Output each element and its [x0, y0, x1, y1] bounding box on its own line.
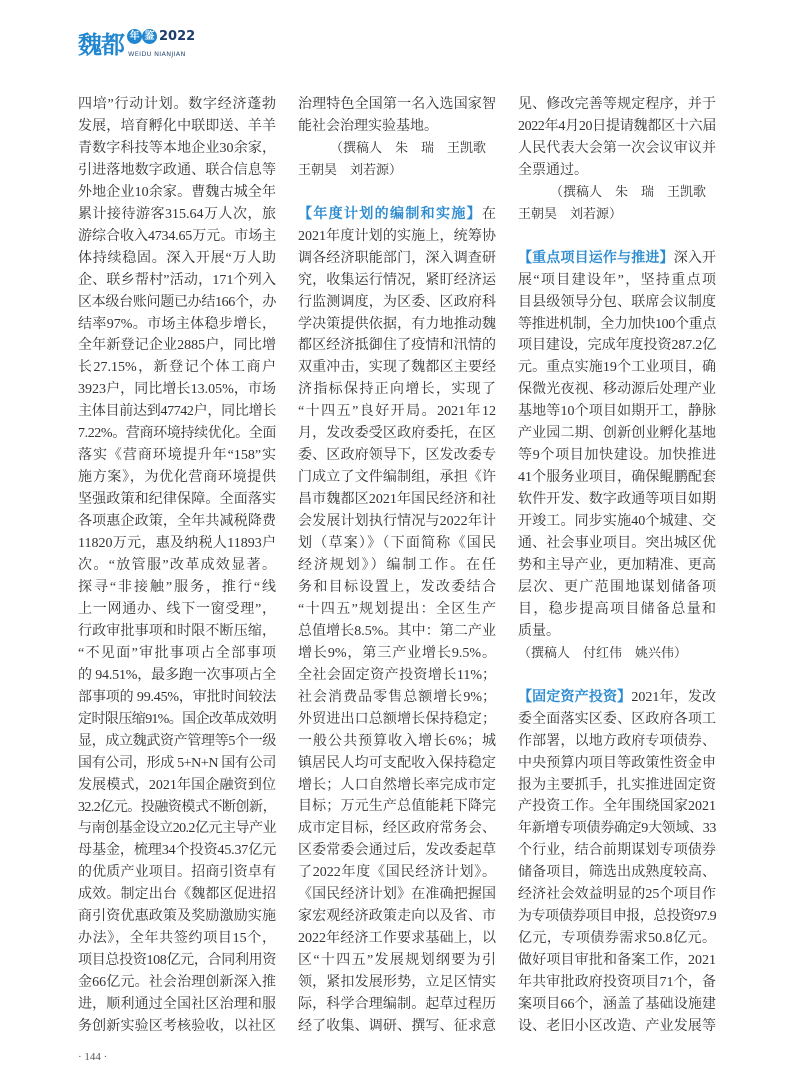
author-byline	[518, 643, 716, 665]
text-line: 质量。	[518, 623, 560, 639]
text-line: 昌市魏都区2021年国民经济和社	[298, 492, 496, 508]
text-line: 与南创基金设立20.2亿元主导产业	[78, 821, 276, 837]
byline-line: 王朝昊 刘若源）	[518, 206, 623, 222]
section-paragraph	[518, 687, 716, 1038]
text-line: 发展，培育孵化中联即送、羊羊	[78, 118, 276, 134]
text-line: 中央预算内项目等政策性资金申	[518, 755, 716, 771]
text-line: 社会消费品零售总额增长9%；	[298, 689, 496, 705]
text-line: 作部署，以地方政府专项债券、	[518, 733, 716, 749]
text-line: 都区经济抵御住了疫情和汛情的	[298, 338, 496, 354]
text-line: 经济社会效益明显的25个项目作	[518, 887, 716, 903]
text-line: 游综合收入4734.65万元。市场主	[78, 228, 276, 244]
text-line: 区本级台账问题已办结166个，办	[78, 294, 276, 310]
text-line: 主体目前达到47742户，同比增长	[78, 404, 276, 420]
text-line: 目标；万元生产总值能耗下降完	[298, 799, 496, 815]
paragraph	[518, 94, 716, 182]
text-line: 项目建设，完成年度投资287.2亿	[518, 338, 716, 354]
text-line: 区委常委会通过后，发改委起草	[298, 843, 496, 859]
text-line: 2022年4月20日提请魏都区十六届	[518, 118, 716, 134]
logo-badge-nian: 年	[127, 29, 142, 44]
text-line-content: 在	[482, 206, 496, 222]
section-paragraph	[518, 248, 716, 643]
text-line: 家宏观经济政策走向以及省、市	[298, 909, 496, 925]
text-line: 增长9%，第三产业增长9.5%。	[298, 645, 496, 661]
text-line: 探寻“非接触”服务，推行“线	[78, 579, 276, 595]
text-line: 人民代表大会第一次会议审议并	[518, 140, 716, 156]
text-line: 等推进机制，全力加快100个重点	[518, 316, 716, 332]
text-line: 为专项债券项目申报，总投资97.9	[518, 909, 716, 925]
section-heading: 【年度计划的编制和实施】	[298, 205, 482, 222]
text-line: “十四五”良好开局。2021年12	[298, 404, 496, 420]
text-line: “十四五”规划提出：全区生产	[298, 601, 496, 617]
section-heading: 【重点项目运作与推进】	[518, 249, 674, 266]
text-line: 委全面落实区委、区政府各项工	[518, 711, 716, 727]
text-column-1	[78, 94, 276, 1038]
text-line: 总值增长8.5%。其中：第二产业	[298, 623, 496, 639]
text-line: 项目总投资108亿元，合同利用资	[78, 953, 276, 969]
byline-line: 王朝昊 刘若源）	[298, 162, 403, 178]
text-line: 外贸进出口总额增长保持稳定；	[298, 711, 496, 727]
text-line: 调各经济职能部门，深入调查研	[298, 250, 496, 266]
text-line: 展“项目建设年”，坚持重点项	[518, 272, 716, 288]
text-line: 全票通过。	[518, 162, 588, 178]
text-line: 四培”行动计划。数字经济蓬勃	[78, 97, 276, 112]
text-line: 行监测调度，为区委、区政府科	[298, 294, 496, 310]
text-line: 落实《营商环境提升年“158”实	[78, 448, 276, 464]
logo-badge-jian: 鉴	[142, 29, 157, 44]
text-line: 金66亿元。社会治理创新深入推	[78, 975, 276, 991]
text-line: 商引资优惠政策及奖励激励实施	[78, 909, 276, 925]
text-line: 累计接待游客315.64万人次，旅	[78, 206, 276, 222]
text-line: 产投资工作。全年围绕国家2021	[518, 799, 716, 815]
text-line: 行政审批事项和时限不断压缩，	[78, 623, 276, 639]
section-heading: 【固定资产投资】	[518, 688, 632, 705]
text-line: 月，发改委受区政府委托，在区	[298, 426, 496, 442]
text-line	[518, 248, 716, 270]
paragraph	[78, 94, 276, 1038]
text-line: 长27.15%，新登记个体工商户	[78, 360, 276, 376]
text-line: 元。重点实施19个工业项目，确	[518, 360, 716, 376]
text-line: 开竣工。同步实施40个城建、交	[518, 514, 716, 530]
text-line: 产业园二期、创新创业孵化基地	[518, 426, 716, 442]
text-line: 2021年度计划的实施上，统筹协	[298, 228, 496, 244]
text-line: 案项目66个，涵盖了基础设施建	[518, 997, 716, 1013]
page-number: · 144 ·	[78, 1051, 108, 1063]
text-line: 领，紧扣发展形势，立足区情实	[298, 975, 496, 991]
text-line: 企、联乡帮村”活动，171个列入	[78, 272, 276, 288]
text-line: 施方案》，为优化营商环境提供	[78, 470, 276, 486]
text-line: 的 94.51%，最多跑一次事项占全	[78, 667, 276, 683]
text-line: 储备项目，筛选出成熟度较高、	[518, 865, 716, 881]
text-line: 际，科学合理编制。起草过程历	[298, 997, 496, 1013]
text-line: 上一网通办、线下一窗受理”，	[78, 601, 276, 617]
text-line: 治理特色全国第一名入选国家智	[298, 97, 496, 112]
text-line-content: 2021年，发改	[631, 689, 717, 705]
text-line: 坚强政策和纪律保障。全面落实	[78, 492, 276, 508]
text-line	[518, 687, 716, 709]
text-line: 能社会治理实验基地。	[298, 118, 438, 134]
text-line: 定时限压缩91%。国企改革成效明	[78, 711, 276, 727]
text-line: 部事项的 99.45%，审批时间较法	[78, 689, 276, 705]
text-line: 目县级领导分包、联席会议制度	[518, 294, 716, 310]
logo-year: 2022	[159, 29, 196, 44]
text-line: 等9个项目加快建设。加快推进	[518, 448, 716, 464]
text-line: 发展模式，2021年国企融资到位	[78, 777, 276, 793]
text-line: 办法》，全年共签约项目15个，	[78, 931, 276, 947]
text-line: 结率97%。市场主体稳步增长，	[78, 316, 276, 332]
text-line-content: 深入开	[673, 250, 717, 266]
text-line: 年新增专项债券确定9大领域、33	[518, 821, 716, 837]
author-byline	[518, 182, 716, 226]
text-line: 报为主要抓手，扎实推进固定资	[518, 777, 716, 793]
text-line: 软件开发、数字政通等项目如期	[518, 492, 716, 508]
text-line: 区“十四五”发展规划纲要为引	[298, 953, 496, 969]
text-line: 层次、更广范围地谋划储备项	[518, 579, 716, 595]
byline-line: （撰稿人 朱 瑞 王凯歌	[550, 184, 707, 200]
text-line: 显，成立魏武资产管理等5个一级	[78, 733, 276, 749]
text-line: 32.2亿元。投融资模式不断创新，	[78, 799, 276, 815]
text-line: 一般公共预算收入增长6%；城	[298, 733, 496, 749]
text-line: 双重冲击，实现了魏都区主要经	[298, 360, 496, 376]
text-line: 见、修改完善等规定程序，并于	[518, 97, 716, 112]
text-line: 增长；人口自然增长率完成市定	[298, 777, 496, 793]
text-line: 学决策提供依据，有力地推动魏	[298, 316, 496, 332]
text-line: 济指标保持正向增长，实现了	[298, 382, 496, 398]
yearbook-logo	[78, 26, 200, 66]
text-line: 的优质产业项目。招商引资卓有	[78, 865, 276, 881]
text-column-2	[298, 94, 496, 1038]
text-line: 全年新登记企业2885户，同比增	[78, 338, 276, 354]
text-line: 了2022年度《国民经济计划》。	[298, 865, 496, 881]
text-line: 保微光夜视、移动源后处理产业	[518, 382, 716, 398]
section-paragraph	[298, 204, 496, 1038]
text-line: 亿元，专项债券需求50.8亿元。	[518, 931, 716, 947]
byline-line: （撰稿人 付红伟 姚兴伟）	[518, 645, 688, 661]
text-line: 成效。制定出台《魏都区促进招	[78, 887, 276, 903]
text-line: 目，稳步提高项目储备总量和	[518, 601, 716, 617]
text-line: 年共审批政府投资项目71个，备	[518, 975, 716, 991]
text-line: 基地等10个项目如期开工，静脉	[518, 404, 716, 420]
text-line: 经济规划》）编制工作。在任	[298, 558, 496, 573]
text-line: 41个服务业项目，确保鲲鹏配套	[518, 470, 716, 486]
paragraph	[298, 94, 496, 138]
text-line: 11820万元，惠及纳税人11893户	[78, 536, 276, 552]
text-line: 成市定目标，经区政府常务会、	[298, 821, 496, 837]
author-byline	[298, 138, 496, 182]
text-line: 门成立了文件编制组，承担《许	[298, 470, 496, 486]
text-line: 各项惠企政策，全年共减税降费	[78, 514, 276, 530]
logo-title: 魏都	[78, 31, 124, 59]
text-line: 经了收集、调研、撰写、征求意	[298, 1019, 496, 1035]
text-line: 划（草案）》（下面简称《国民	[298, 536, 496, 552]
text-line: 国有公司，形成 5+N+N 国有公司	[78, 755, 276, 771]
text-line	[298, 204, 496, 226]
text-line: 通、社会事业项目。突出城区优	[518, 536, 716, 552]
text-line: 进，顺利通过全国社区治理和服	[78, 997, 276, 1013]
text-line: 究，收集运行情况，紧盯经济运	[298, 272, 496, 288]
text-line: 7.22%。营商环境持续优化。全面	[78, 426, 276, 442]
text-line: 个行业，结合前期谋划专项债券	[518, 843, 716, 859]
text-line: 全社会固定资产投资增长11%；	[298, 667, 496, 683]
text-line: 镇居民人均可支配收入保持稳定	[298, 755, 496, 771]
text-line: “不见面”审批事项占全部事项	[78, 645, 276, 661]
text-line: 青数字科技等本地企业30余家，	[78, 140, 276, 156]
text-line: 次。“放管服”改革成效显著。	[78, 558, 276, 574]
text-line: 2022年经济工作要求基础上，以	[298, 931, 496, 947]
text-line: 3923户，同比增长13.05%，市场	[78, 382, 276, 398]
byline-line: （撰稿人 朱 瑞 王凯歌	[330, 140, 487, 156]
text-line: 体持续稳固。深入开展“万人助	[78, 250, 276, 266]
text-line: 势和主导产业，更加精准、更高	[518, 558, 716, 573]
text-line: 务和目标设置上，发改委结合	[298, 579, 496, 595]
logo-subtitle: WEIDU NIANJIAN	[128, 50, 186, 58]
text-line: 《国民经济计划》在准确把握国	[298, 887, 496, 903]
text-line: 外地企业10余家。曹魏古城全年	[78, 184, 276, 200]
text-line: 母基金，梳理34个投资45.37亿元	[78, 843, 276, 859]
text-line: 委、区政府领导下，区发改委专	[298, 448, 496, 464]
text-line: 做好项目审批和备案工作，2021	[518, 953, 716, 969]
text-line: 设、老旧小区改造、产业发展等	[518, 1019, 716, 1034]
text-line: 务创新实验区考核验收，以社区	[78, 1019, 276, 1035]
text-line: 会发展计划执行情况与2022年计	[298, 514, 496, 530]
text-column-3	[518, 94, 716, 1038]
text-line: 引进落地数字政通、联合信息等	[78, 162, 276, 178]
